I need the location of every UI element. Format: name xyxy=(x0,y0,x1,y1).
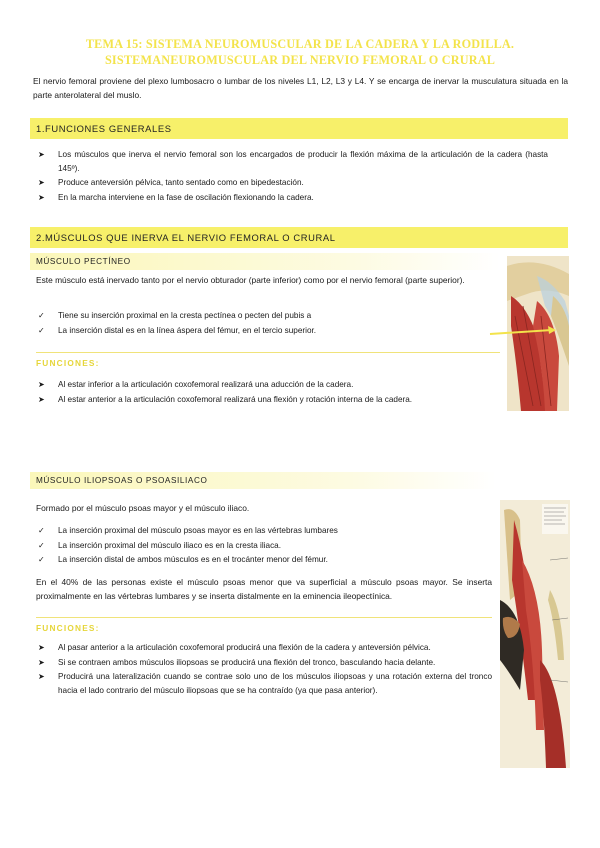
arrowhead-bullet-icon: ➤ xyxy=(38,380,45,389)
list-item: ➤ Al pasar anterior a la articulación coxofemoral producirá una flexión de la cadera y anteversión pélvica. xyxy=(38,641,492,655)
list-item: ✓ La inserción proximal del músculo iliaco es en la cresta iliaca. xyxy=(38,539,488,553)
pectineo-heading: MÚSCULO PECTÍNEO xyxy=(36,257,131,266)
iliopsoas-anatomy-image xyxy=(500,500,570,768)
arrowhead-bullet-icon: ➤ xyxy=(38,192,45,202)
list-item: ➤ En la marcha interviene en la fase de oscilación flexionando la cadera. xyxy=(38,191,548,205)
divider xyxy=(36,352,500,353)
document-title xyxy=(30,36,570,68)
checkmark-bullet-icon: ✓ xyxy=(38,325,45,335)
pectineo-functions-label: FUNCIONES: xyxy=(36,358,100,368)
iliopsoas-heading-bar xyxy=(30,472,496,489)
pectineo-insertions-list xyxy=(38,309,478,338)
iliopsoas-paragraph: Formado por el músculo psoas mayor y el músculo iliaco. xyxy=(36,503,250,513)
section-1-heading-bar xyxy=(30,118,568,139)
pectineo-functions-list xyxy=(38,378,508,407)
list-item: ✓ La inserción distal de ambos músculos es en el trocánter menor del fémur. xyxy=(38,553,488,567)
pectineo-heading-bar xyxy=(30,253,500,270)
iliopsoas-functions-label: FUNCIONES: xyxy=(36,623,100,633)
section-2-heading: 2.MÚSCULOS QUE INERVA EL NERVIO FEMORAL O CRURAL xyxy=(36,232,336,243)
arrowhead-bullet-icon: ➤ xyxy=(38,394,45,404)
list-item: ➤ Al estar anterior a la articulación coxofemoral realizará una flexión y rotación interna de la cadera. xyxy=(38,393,508,407)
list-item: ✓ Tiene su inserción proximal en la cresta pectínea o pecten del pubis a xyxy=(38,309,478,323)
section-1-heading: 1.FUNCIONES GENERALES xyxy=(36,123,172,134)
checkmark-bullet-icon: ✓ xyxy=(38,311,45,320)
iliopsoas-functions-list xyxy=(38,641,492,698)
checkmark-bullet-icon: ✓ xyxy=(38,526,45,535)
iliopsoas-insertions-list xyxy=(38,524,488,568)
list-item: ➤ Al estar inferior a la articulación coxofemoral realizará una aducción de la cadera. xyxy=(38,378,508,392)
psoas-minor-paragraph: En el 40% de las personas existe el músculo psoas menor que va superficial a músculo psoas mayor. Se inserta proximalmente en las vértebras lumbares y se inserta distalmente en la eminencia ileopectínica. xyxy=(36,577,492,601)
list-item: ✓ La inserción distal es en la línea áspera del fémur, en el tercio superior. xyxy=(38,324,478,338)
intro-paragraph: El nervio femoral proviene del plexo lumbosacro o lumbar de los niveles L1, L2, L3 y L4. Y se encarga de inervar la musculatura situada en la parte anterolateral del muslo. xyxy=(33,76,568,100)
title-line-2: SISTEMANEUROMUSCULAR DEL NERVIO FEMORAL O CRURAL xyxy=(104,53,496,67)
arrowhead-bullet-icon: ➤ xyxy=(38,643,45,652)
arrowhead-bullet-icon: ➤ xyxy=(38,178,45,187)
iliopsoas-heading: MÚSCULO ILIOPSOAS O PSOASILIACO xyxy=(36,476,208,485)
list-item: ✓ La inserción proximal del músculo psoas mayor es en las vértebras lumbares xyxy=(38,524,488,538)
arrowhead-bullet-icon: ➤ xyxy=(38,150,45,159)
list-item: ➤ Produce anteversión pélvica, tanto sentado como en bipedestación. xyxy=(38,176,548,190)
section-2-heading-bar xyxy=(30,227,568,248)
pointer-arrow-icon xyxy=(488,324,558,342)
list-item: ➤ Los músculos que inerva el nervio femoral son los encargados de producir la flexión máxima de la articulación de la cadera (hasta 145º). xyxy=(38,150,548,173)
title-line-1: TEMA 15: SISTEMA NEUROMUSCULAR DE LA CADERA Y LA RODILLA. xyxy=(85,37,515,51)
arrowhead-bullet-icon: ➤ xyxy=(38,672,45,681)
divider xyxy=(36,617,492,618)
checkmark-bullet-icon: ✓ xyxy=(38,540,45,550)
pectineo-paragraph: Este músculo está inervado tanto por el nervio obturador (parte inferior) como por el nervio femoral (parte superior). xyxy=(36,275,465,285)
list-item: ➤ Si se contraen ambos músculos iliopsoas se producirá una flexión del tronco, basculando hacia delante. xyxy=(38,656,492,670)
list-item: ➤ Producirá una lateralización cuando se contrae solo uno de los músculos iliopsoas y una rotación externa del tronco hacia el lado contrario del músculo iliopsoas que se ha contraído (ya que pasa anterior). xyxy=(38,672,492,695)
general-functions-list xyxy=(38,148,548,205)
checkmark-bullet-icon: ✓ xyxy=(38,555,45,564)
iliopsoas-illustration-icon xyxy=(500,500,570,768)
arrowhead-bullet-icon: ➤ xyxy=(38,657,45,667)
